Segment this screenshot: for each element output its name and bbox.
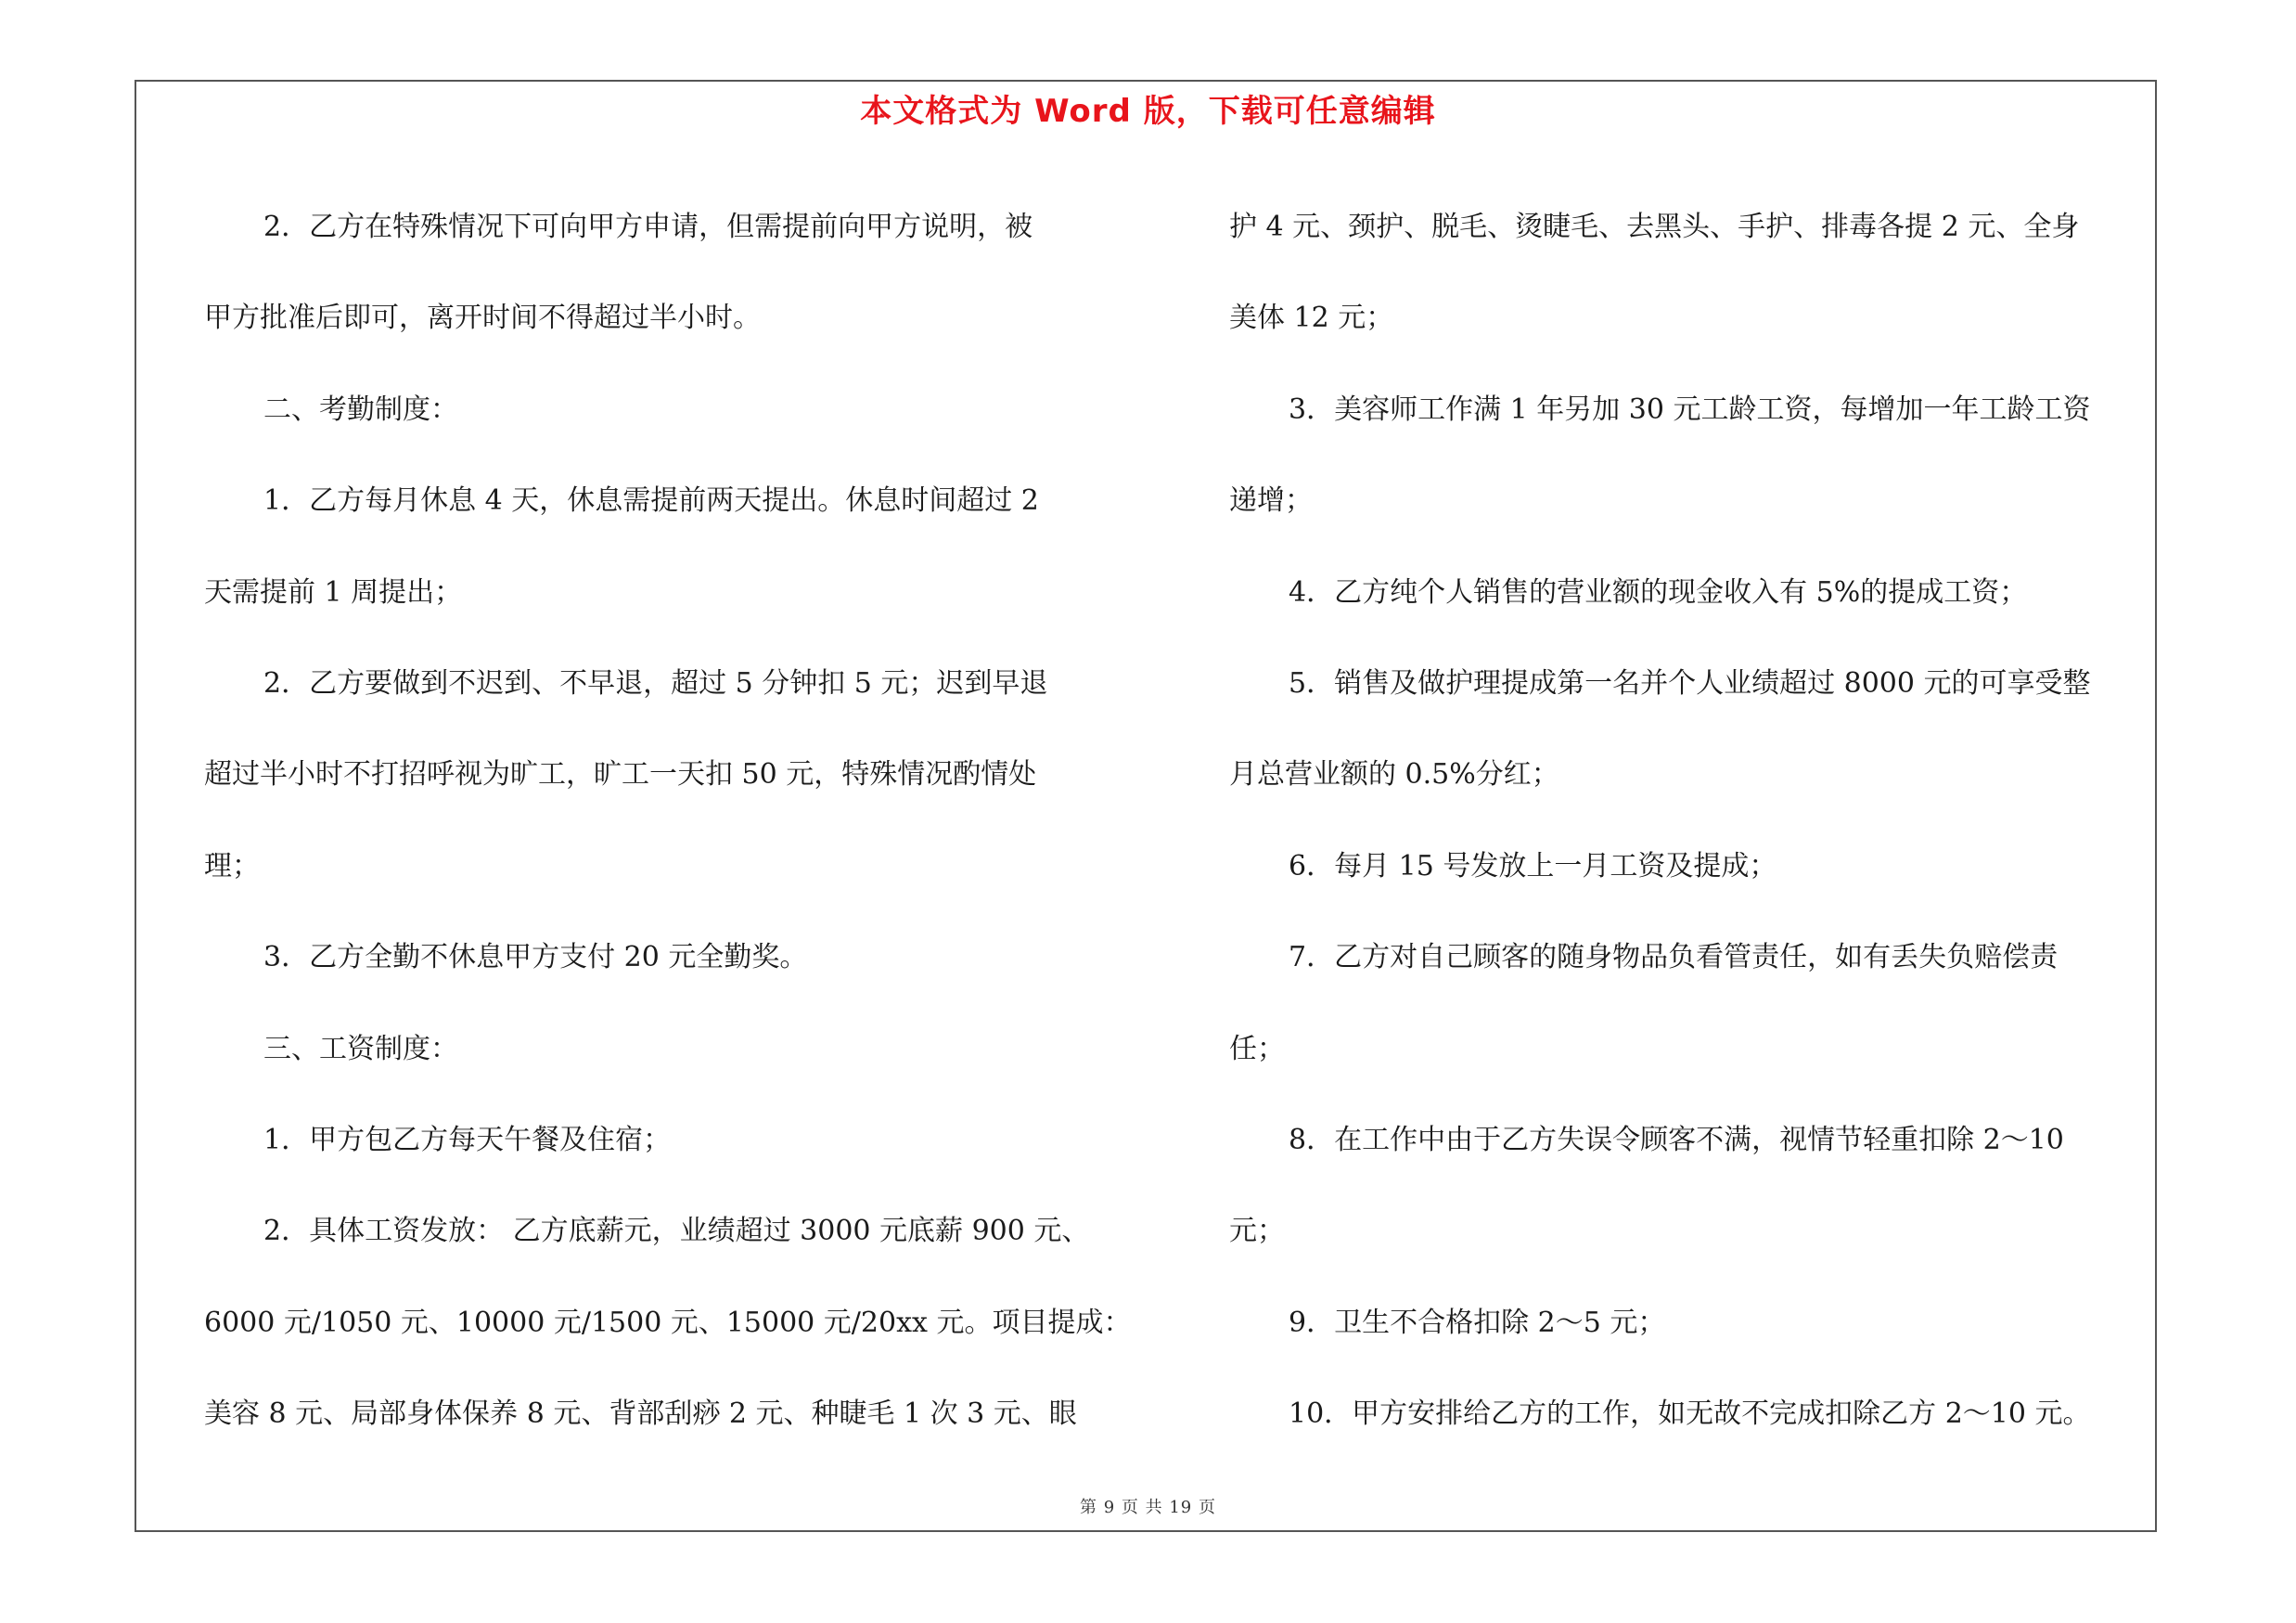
text-line: 5．销售及做护理提成第一名并个人业绩超过 8000 元的可享受整 bbox=[1289, 667, 2091, 701]
text-line: 3．乙方全勤不休息甲方支付 20 元全勤奖。 bbox=[263, 941, 808, 974]
page-number-footer: 第 9 页 共 19 页 bbox=[1080, 1498, 1216, 1517]
text-line: 超过半小时不打招呼视为旷工，旷工一天扣 50 元，特殊情况酌情处 bbox=[204, 758, 1037, 792]
text-line: 1．乙方每月休息 4 天，休息需提前两天提出。休息时间超过 2 bbox=[263, 484, 1039, 518]
text-line: 美体 12 元； bbox=[1229, 302, 1394, 335]
text-line: 7．乙方对自己顾客的随身物品负看管责任，如有丢失负赔偿责 bbox=[1289, 941, 2059, 974]
text-line: 天需提前 1 周提出； bbox=[204, 575, 463, 609]
word-format-banner: 本文格式为 Word 版，下载可任意编辑 bbox=[860, 93, 1436, 130]
text-line: 二、考勤制度： bbox=[263, 393, 458, 426]
text-line: 6．每月 15 号发放上一月工资及提成； bbox=[1289, 849, 1777, 882]
text-line: 3．美容师工作满 1 年另加 30 元工龄工资，每增加一年工龄工资 bbox=[1289, 393, 2091, 426]
right-column bbox=[1229, 182, 2171, 1461]
text-line: 甲方批准后即可，离开时间不得超过半小时。 bbox=[204, 302, 761, 335]
text-line: 1．甲方包乙方每天午餐及住宿； bbox=[263, 1124, 672, 1157]
text-line: 8．在工作中由于乙方失误令顾客不满，视情节轻重扣除 2～10 bbox=[1289, 1124, 2064, 1157]
text-line: 2．乙方在特殊情况下可向甲方申请，但需提前向甲方说明，被 bbox=[263, 211, 1033, 243]
text-line: 理； bbox=[204, 849, 260, 882]
text-line: 10．甲方安排给乙方的工作，如无故不完成扣除乙方 2～10 元。 bbox=[1289, 1398, 2091, 1431]
text-line: 递增； bbox=[1229, 484, 1313, 518]
text-line: 6000 元/1050 元、10000 元/1500 元、15000 元/20xx 元。项目提成： bbox=[204, 1306, 1132, 1339]
text-line: 月总营业额的 0.5%分红； bbox=[1229, 758, 1559, 792]
text-line: 任； bbox=[1229, 1032, 1285, 1065]
text-line: 三、工资制度： bbox=[263, 1032, 458, 1065]
text-line: 美容 8 元、局部身体保养 8 元、背部刮痧 2 元、种睫毛 1 次 3 元、眼 bbox=[204, 1398, 1077, 1431]
text-line: 4．乙方纯个人销售的营业额的现金收入有 5%的提成工资； bbox=[1289, 575, 2028, 609]
text-line: 护 4 元、颈护、脱毛、烫睫毛、去黑头、手护、排毒各提 2 元、全身 bbox=[1229, 211, 2080, 243]
left-column bbox=[204, 182, 1150, 1461]
text-line: 元； bbox=[1229, 1215, 1285, 1248]
text-line: 9．卫生不合格扣除 2～5 元； bbox=[1289, 1306, 1666, 1339]
text-line: 2．乙方要做到不迟到、不早退，超过 5 分钟扣 5 元；迟到早退 bbox=[263, 667, 1048, 701]
text-line: 2．具体工资发放： 乙方底薪元，业绩超过 3000 元底薪 900 元、 bbox=[263, 1215, 1090, 1248]
